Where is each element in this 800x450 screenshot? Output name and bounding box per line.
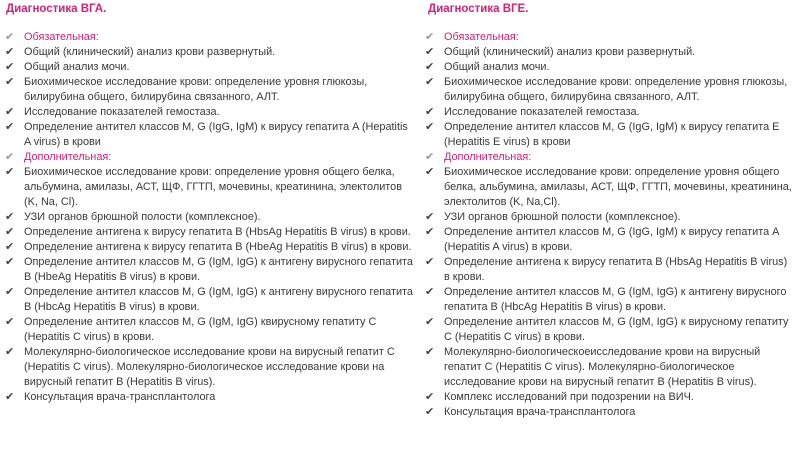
- checkmark-icon: ✔: [5, 106, 15, 118]
- right-list: [424, 30, 796, 420]
- section-heading-text: Обязательная:: [444, 31, 519, 43]
- checkmark-icon: ✔: [5, 346, 15, 358]
- list-item: [4, 255, 416, 285]
- list-item-text: Исследование показателей гемостаза.: [444, 106, 640, 118]
- checkmark-icon: ✔: [425, 61, 435, 73]
- list-item-text: УЗИ органов брюшной полости (комплексное).: [444, 211, 681, 223]
- list-item-text: Определение антител классов M, G (IgM, IgG) к антигену вирусного гепатита B (HbcAg Hepatitis B virus) в крови.: [24, 286, 413, 313]
- checkmark-icon: ✔: [5, 391, 15, 403]
- left-list: [4, 30, 416, 405]
- list-item-text: Исследование показателей гемостаза.: [24, 106, 220, 118]
- list-item: [424, 225, 796, 255]
- list-item: [424, 285, 796, 315]
- list-item: [4, 345, 416, 390]
- list-item: [424, 255, 796, 285]
- checkmark-icon: ✔: [425, 406, 435, 418]
- list-item-text: Биохимическое исследование крови: определение уровня глюкозы, билирубина общего, билирубина связанного, АЛТ.: [444, 76, 788, 103]
- list-item-text: Биохимическое исследование крови: определение уровня общего белка, альбумина, амилазы, АСТ, ЩФ, ГГТП, мочевины, креатинина, электолитов (K, Na, Cl).: [24, 166, 403, 208]
- list-item-text: Биохимическое исследование крови: определение уровня глюкозы, билирубина общего, билирубина связанного, АЛТ.: [24, 76, 368, 103]
- list-item: [4, 45, 416, 60]
- list-item: [4, 75, 416, 105]
- checkmark-icon: ✔: [425, 31, 435, 43]
- list-item: [4, 390, 416, 405]
- list-item-text: Консультация врача-трансплантолога: [24, 391, 216, 403]
- checkmark-icon: ✔: [425, 46, 435, 58]
- checkmark-icon: ✔: [425, 286, 435, 298]
- section-heading: [4, 30, 416, 45]
- list-item-text: Определение антител классов M, G (IgM, IgG) к антигену вирусного гепатита B (HbcAg Hepatitis B virus) в крови.: [444, 286, 787, 313]
- checkmark-icon: ✔: [425, 76, 435, 88]
- checkmark-icon: ✔: [5, 46, 15, 58]
- list-item-text: Общий анализ мочи.: [444, 61, 550, 73]
- checkmark-icon: ✔: [425, 166, 435, 178]
- checkmark-icon: ✔: [425, 211, 435, 223]
- list-item-text: Общий анализ мочи.: [24, 61, 130, 73]
- right-title: Диагностика ВГЕ.: [428, 3, 529, 15]
- list-item: [424, 120, 796, 150]
- section-heading: [4, 150, 416, 165]
- checkmark-icon: ✔: [425, 256, 435, 268]
- checkmark-icon: ✔: [5, 226, 15, 238]
- checkmark-icon: ✔: [5, 31, 15, 43]
- list-item: [424, 60, 796, 75]
- checkmark-icon: ✔: [425, 106, 435, 118]
- list-item: [4, 60, 416, 75]
- list-item-text: Определение антител классов M, G (IgM, IgG) квирусному гепатиту C (Hepatitis C virus) в крови.: [24, 316, 377, 343]
- list-item: [424, 210, 796, 225]
- list-item: [4, 225, 416, 240]
- list-item: [424, 345, 796, 390]
- list-item: [4, 210, 416, 225]
- list-item-text: Определение антител классов M, G (IgM, IgG) к вирусному гепатиту C (Hepatitis C virus) в крови.: [444, 316, 789, 343]
- list-item: [4, 105, 416, 120]
- checkmark-icon: ✔: [5, 211, 15, 223]
- list-item: [424, 105, 796, 120]
- list-item-text: Определение антител классов M, G (IgG, IgM) к вирусу гепатита A (Hepatitis A virus) в крови.: [444, 226, 779, 253]
- list-item-text: Молекулярно-биологическое исследование крови на вирусный гепатит C (Hepatitis C virus). Молекулярно-биологическое исследование крови на вирусный гепатит B (Hepatitis B virus).: [24, 346, 395, 388]
- list-item: [4, 120, 416, 150]
- checkmark-icon: ✔: [5, 166, 15, 178]
- section-heading: [424, 150, 796, 165]
- checkmark-icon: ✔: [425, 151, 435, 163]
- list-item-text: Молекулярно-биологическоеисследование крови на вирусный гепатит C (Hepatitis C virus). Молекулярно-биологическое исследование крови на вирусный гепатит B (Hepatitis B virus).: [444, 346, 761, 388]
- list-item-text: Комплекс исследований при подозрении на ВИЧ.: [444, 391, 694, 403]
- list-item: [4, 315, 416, 345]
- checkmark-icon: ✔: [5, 121, 15, 133]
- section-heading-text: Обязательная:: [24, 31, 99, 43]
- list-item: [4, 240, 416, 255]
- checkmark-icon: ✔: [5, 61, 15, 73]
- checkmark-icon: ✔: [5, 256, 15, 268]
- section-heading-text: Дополнительная:: [444, 151, 532, 163]
- list-item: [424, 390, 796, 405]
- list-item-text: Биохимическое исследование крови: определение уровня общего белка, альбумина, амилазы, АСТ, ЩФ, ГГТП, мочевины, креатинина, электолитов (K, Na,Cl).: [444, 166, 792, 208]
- checkmark-icon: ✔: [5, 241, 15, 253]
- list-item-text: Определение антител классов M, G (IgG, IgM) к вирусу гепатита A (Hepatitis A virus) в крови: [24, 121, 408, 148]
- list-item-text: Определение антител классов M, G (IgG, IgM) к вирусу гепатита E (Hepatitis E virus) в крови: [444, 121, 780, 148]
- checkmark-icon: ✔: [5, 151, 15, 163]
- section-heading: [424, 30, 796, 45]
- list-item-text: Определение антигена к вирусу гепатита B (HbsAg Hepatitis B virus) в крови.: [444, 256, 788, 283]
- checkmark-icon: ✔: [5, 76, 15, 88]
- list-item-text: Консультация врача-трансплантолога: [444, 406, 636, 418]
- list-item: [424, 75, 796, 105]
- list-item: [4, 285, 416, 315]
- list-item: [424, 405, 796, 420]
- list-item: [4, 165, 416, 210]
- list-item: [424, 165, 796, 210]
- list-item: [424, 45, 796, 60]
- checkmark-icon: ✔: [425, 346, 435, 358]
- list-item-text: Определение антигена к вирусу гепатита B (HbeAg Hepatitis B virus) в крови.: [24, 241, 412, 253]
- section-heading-text: Дополнительная:: [24, 151, 112, 163]
- list-item: [424, 315, 796, 345]
- left-title: Диагностика ВГА.: [6, 3, 107, 15]
- list-item-text: УЗИ органов брюшной полости (комплексное).: [24, 211, 261, 223]
- checkmark-icon: ✔: [425, 316, 435, 328]
- list-item-text: Общий (клинический) анализ крови развернутый.: [24, 46, 276, 58]
- checkmark-icon: ✔: [425, 391, 435, 403]
- list-item-text: Общий (клинический) анализ крови развернутый.: [444, 46, 696, 58]
- checkmark-icon: ✔: [5, 286, 15, 298]
- list-item-text: Определение антигена к вирусу гепатита B (HbsAg Hepatitis B virus) в крови.: [24, 226, 411, 238]
- checkmark-icon: ✔: [425, 121, 435, 133]
- checkmark-icon: ✔: [5, 316, 15, 328]
- checkmark-icon: ✔: [425, 226, 435, 238]
- list-item-text: Определение антител классов M, G (IgM, IgG) к антигену вирусного гепатита B (HbeAg Hepatitis B virus) в крови.: [24, 256, 413, 283]
